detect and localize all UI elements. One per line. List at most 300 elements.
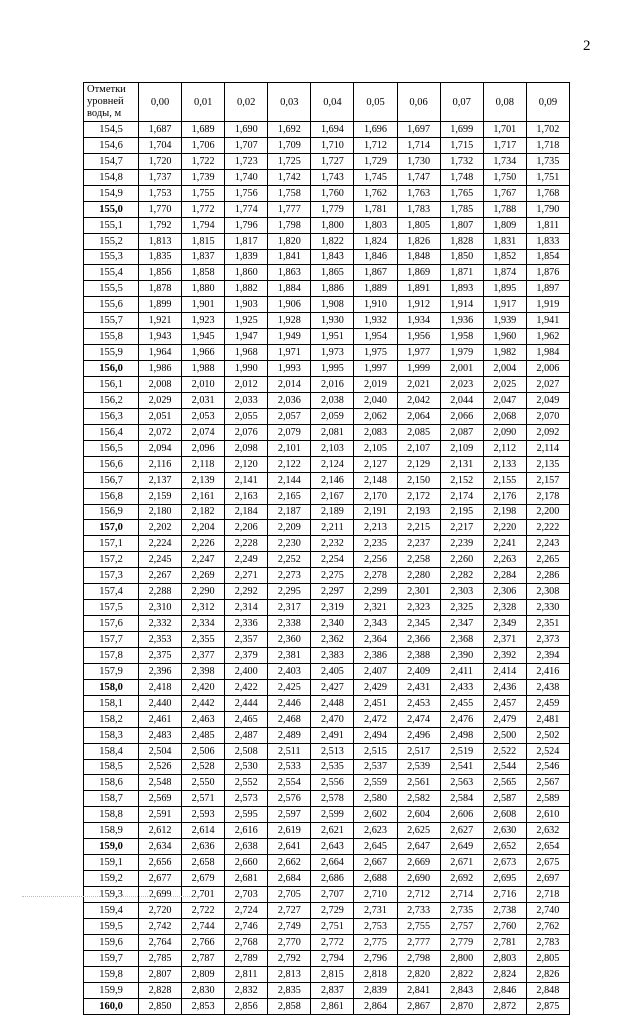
value-cell: 2,286: [526, 568, 569, 584]
value-cell: 2,336: [225, 616, 268, 632]
value-cell: 2,371: [483, 632, 526, 648]
value-cell: 2,265: [526, 552, 569, 568]
value-cell: 1,843: [311, 249, 354, 265]
value-cell: 2,692: [440, 871, 483, 887]
value-cell: 2,690: [397, 871, 440, 887]
value-cell: 1,995: [311, 361, 354, 377]
value-cell: 2,608: [483, 807, 526, 823]
value-cell: 2,809: [182, 966, 225, 982]
value-cell: 1,960: [483, 329, 526, 345]
value-cell: 1,990: [225, 361, 268, 377]
value-cell: 1,914: [440, 297, 483, 313]
value-cell: 2,023: [440, 377, 483, 393]
value-cell: 1,727: [311, 153, 354, 169]
value-cell: 2,567: [526, 775, 569, 791]
value-cell: 2,589: [526, 791, 569, 807]
value-cell: 1,943: [139, 329, 182, 345]
table-row: [84, 695, 570, 711]
value-cell: 2,228: [225, 536, 268, 552]
level-cell: 159,7: [84, 950, 139, 966]
value-cell: 2,563: [440, 775, 483, 791]
value-cell: 2,796: [354, 950, 397, 966]
value-cell: 2,220: [483, 520, 526, 536]
level-cell: 157,4: [84, 584, 139, 600]
value-cell: 2,762: [526, 918, 569, 934]
scan-edge-divider: [22, 896, 202, 897]
value-cell: 2,092: [526, 424, 569, 440]
value-cell: 2,455: [440, 695, 483, 711]
value-cell: 2,789: [225, 950, 268, 966]
value-cell: 2,427: [311, 679, 354, 695]
value-cell: 2,522: [483, 743, 526, 759]
value-cell: 1,730: [397, 153, 440, 169]
value-cell: 1,756: [225, 185, 268, 201]
value-cell: 1,982: [483, 345, 526, 361]
table-row: [84, 584, 570, 600]
value-cell: 2,044: [440, 392, 483, 408]
value-cell: 2,282: [440, 568, 483, 584]
value-cell: 2,405: [311, 663, 354, 679]
level-cell: 158,9: [84, 823, 139, 839]
value-cell: 2,832: [225, 982, 268, 998]
value-cell: 1,846: [354, 249, 397, 265]
value-cell: 1,763: [397, 185, 440, 201]
value-cell: 2,098: [225, 440, 268, 456]
value-cell: 1,984: [526, 345, 569, 361]
value-cell: 2,502: [526, 727, 569, 743]
level-cell: 159,1: [84, 855, 139, 871]
level-cell: 158,7: [84, 791, 139, 807]
value-cell: 2,727: [268, 902, 311, 918]
value-cell: 1,884: [268, 281, 311, 297]
value-cell: 2,323: [397, 600, 440, 616]
value-cell: 2,180: [139, 504, 182, 520]
value-cell: 2,677: [139, 871, 182, 887]
table-row: [84, 982, 570, 998]
value-cell: 1,941: [526, 313, 569, 329]
value-cell: 1,903: [225, 297, 268, 313]
value-cell: 2,081: [311, 424, 354, 440]
value-cell: 2,638: [225, 839, 268, 855]
value-cell: 2,623: [354, 823, 397, 839]
value-cell: 2,345: [397, 616, 440, 632]
value-cell: 2,828: [139, 982, 182, 998]
value-cell: 2,681: [225, 871, 268, 887]
value-cell: 1,796: [225, 217, 268, 233]
value-cell: 2,159: [139, 488, 182, 504]
table-row: [84, 679, 570, 695]
value-cell: 2,632: [526, 823, 569, 839]
value-cell: 2,684: [268, 871, 311, 887]
value-cell: 2,548: [139, 775, 182, 791]
value-cell: 2,025: [483, 377, 526, 393]
value-cell: 2,718: [526, 887, 569, 903]
value-cell: 2,133: [483, 456, 526, 472]
value-cell: 2,824: [483, 966, 526, 982]
value-cell: 1,697: [397, 122, 440, 138]
value-cell: 2,781: [483, 934, 526, 950]
value-cell: 2,517: [397, 743, 440, 759]
value-cell: 2,436: [483, 679, 526, 695]
value-cell: 2,463: [182, 711, 225, 727]
level-cell: 158,3: [84, 727, 139, 743]
value-cell: 2,544: [483, 759, 526, 775]
value-cell: 2,481: [526, 711, 569, 727]
level-cell: 154,9: [84, 185, 139, 201]
value-cell: 2,580: [354, 791, 397, 807]
value-cell: 1,734: [483, 153, 526, 169]
value-cell: 2,621: [311, 823, 354, 839]
value-cell: 2,263: [483, 552, 526, 568]
value-cell: 2,760: [483, 918, 526, 934]
value-cell: 1,964: [139, 345, 182, 361]
table-row: [84, 201, 570, 217]
value-cell: 1,912: [397, 297, 440, 313]
table-row: [84, 711, 570, 727]
value-cell: 2,068: [483, 408, 526, 424]
value-cell: 1,891: [397, 281, 440, 297]
value-cell: 1,908: [311, 297, 354, 313]
value-cell: 2,643: [311, 839, 354, 855]
value-cell: 2,343: [354, 616, 397, 632]
value-cell: 2,438: [526, 679, 569, 695]
value-cell: 2,625: [397, 823, 440, 839]
value-cell: 2,422: [225, 679, 268, 695]
value-cell: 2,552: [225, 775, 268, 791]
column-header: 0,09: [526, 83, 569, 122]
value-cell: 1,737: [139, 169, 182, 185]
value-cell: 2,856: [225, 998, 268, 1014]
value-cell: 2,587: [483, 791, 526, 807]
value-cell: 2,446: [268, 695, 311, 711]
level-cell: 156,0: [84, 361, 139, 377]
value-cell: 1,901: [182, 297, 225, 313]
value-cell: 2,122: [268, 456, 311, 472]
value-cell: 1,897: [526, 281, 569, 297]
value-cell: 2,733: [397, 902, 440, 918]
value-cell: 1,930: [311, 313, 354, 329]
value-cell: 2,124: [311, 456, 354, 472]
value-cell: 2,474: [397, 711, 440, 727]
value-cell: 2,409: [397, 663, 440, 679]
value-cell: 2,292: [225, 584, 268, 600]
value-cell: 2,649: [440, 839, 483, 855]
value-cell: 2,703: [225, 887, 268, 903]
level-cell: 157,6: [84, 616, 139, 632]
value-cell: 1,949: [268, 329, 311, 345]
value-cell: 2,530: [225, 759, 268, 775]
value-cell: 2,669: [397, 855, 440, 871]
value-cell: 2,249: [225, 552, 268, 568]
table-row: [84, 345, 570, 361]
value-cell: 2,686: [311, 871, 354, 887]
level-cell: 155,1: [84, 217, 139, 233]
value-cell: 2,267: [139, 568, 182, 584]
level-cell: 154,6: [84, 137, 139, 153]
table-row: [84, 249, 570, 265]
value-cell: 1,858: [182, 265, 225, 281]
value-cell: 1,805: [397, 217, 440, 233]
value-cell: 2,107: [397, 440, 440, 456]
value-cell: 1,772: [182, 201, 225, 217]
level-cell: 154,7: [84, 153, 139, 169]
value-cell: 2,118: [182, 456, 225, 472]
level-cell: 158,6: [84, 775, 139, 791]
value-cell: 2,217: [440, 520, 483, 536]
value-cell: 2,321: [354, 600, 397, 616]
value-cell: 2,627: [440, 823, 483, 839]
value-cell: 1,690: [225, 122, 268, 138]
table-row: [84, 313, 570, 329]
value-cell: 2,740: [526, 902, 569, 918]
value-cell: 2,312: [182, 600, 225, 616]
value-cell: 2,695: [483, 871, 526, 887]
value-cell: 2,433: [440, 679, 483, 695]
value-cell: 2,271: [225, 568, 268, 584]
table-row: [84, 217, 570, 233]
value-cell: 2,006: [526, 361, 569, 377]
value-cell: 2,103: [311, 440, 354, 456]
value-cell: 2,500: [483, 727, 526, 743]
value-cell: 2,184: [225, 504, 268, 520]
table-row: [84, 536, 570, 552]
value-cell: 2,381: [268, 647, 311, 663]
value-cell: 2,654: [526, 839, 569, 855]
value-cell: 2,742: [139, 918, 182, 934]
value-cell: 2,448: [311, 695, 354, 711]
value-cell: 1,954: [354, 329, 397, 345]
value-cell: 2,489: [268, 727, 311, 743]
value-cell: 1,753: [139, 185, 182, 201]
value-cell: 2,258: [397, 552, 440, 568]
value-cell: 1,803: [354, 217, 397, 233]
value-cell: 2,237: [397, 536, 440, 552]
level-cell: 158,1: [84, 695, 139, 711]
value-cell: 2,418: [139, 679, 182, 695]
level-cell: 156,5: [84, 440, 139, 456]
value-cell: 2,519: [440, 743, 483, 759]
value-cell: 2,325: [440, 600, 483, 616]
value-cell: 2,764: [139, 934, 182, 950]
value-cell: 2,297: [311, 584, 354, 600]
level-cell: 157,9: [84, 663, 139, 679]
value-cell: 2,513: [311, 743, 354, 759]
table-row: [84, 552, 570, 568]
value-cell: 2,595: [225, 807, 268, 823]
value-cell: 2,465: [225, 711, 268, 727]
value-cell: 2,461: [139, 711, 182, 727]
value-cell: 2,202: [139, 520, 182, 536]
value-cell: 1,748: [440, 169, 483, 185]
table-row: [84, 998, 570, 1014]
value-cell: 2,189: [311, 504, 354, 520]
value-cell: 1,835: [139, 249, 182, 265]
value-cell: 2,506: [182, 743, 225, 759]
column-header: 0,01: [182, 83, 225, 122]
value-cell: 2,541: [440, 759, 483, 775]
value-cell: 1,863: [268, 265, 311, 281]
table-row: [84, 488, 570, 504]
value-cell: 2,349: [483, 616, 526, 632]
value-cell: 2,062: [354, 408, 397, 424]
value-cell: 2,038: [311, 392, 354, 408]
value-cell: 2,565: [483, 775, 526, 791]
value-cell: 2,368: [440, 632, 483, 648]
value-cell: 2,561: [397, 775, 440, 791]
value-cell: 1,895: [483, 281, 526, 297]
value-cell: 2,604: [397, 807, 440, 823]
value-cell: 2,647: [397, 839, 440, 855]
value-cell: 2,090: [483, 424, 526, 440]
value-cell: 1,781: [354, 201, 397, 217]
page-number: 2: [583, 38, 591, 54]
table-row: [84, 472, 570, 488]
value-cell: 2,112: [483, 440, 526, 456]
value-cell: 2,076: [225, 424, 268, 440]
value-cell: 2,083: [354, 424, 397, 440]
value-cell: 2,366: [397, 632, 440, 648]
value-cell: 1,947: [225, 329, 268, 345]
table-row: [84, 568, 570, 584]
value-cell: 2,612: [139, 823, 182, 839]
value-cell: 2,546: [526, 759, 569, 775]
value-cell: 2,867: [397, 998, 440, 1014]
value-cell: 2,310: [139, 600, 182, 616]
value-cell: 1,874: [483, 265, 526, 281]
value-cell: 2,235: [354, 536, 397, 552]
value-cell: 1,742: [268, 169, 311, 185]
table-row: [84, 759, 570, 775]
value-cell: 1,740: [225, 169, 268, 185]
value-cell: 2,858: [268, 998, 311, 1014]
column-header: 0,07: [440, 83, 483, 122]
value-cell: 2,768: [225, 934, 268, 950]
value-cell: 1,936: [440, 313, 483, 329]
value-cell: 2,578: [311, 791, 354, 807]
value-cell: 2,872: [483, 998, 526, 1014]
value-cell: 1,717: [483, 137, 526, 153]
value-cell: 2,198: [483, 504, 526, 520]
value-cell: 2,074: [182, 424, 225, 440]
value-cell: 1,854: [526, 249, 569, 265]
value-cell: 2,332: [139, 616, 182, 632]
level-cell: 154,5: [84, 122, 139, 138]
value-cell: 2,040: [354, 392, 397, 408]
value-cell: 2,652: [483, 839, 526, 855]
value-cell: 2,701: [182, 887, 225, 903]
value-cell: 1,986: [139, 361, 182, 377]
value-cell: 1,768: [526, 185, 569, 201]
value-cell: 1,871: [440, 265, 483, 281]
level-cell: 157,7: [84, 632, 139, 648]
value-cell: 1,722: [182, 153, 225, 169]
value-cell: 2,351: [526, 616, 569, 632]
value-cell: 2,494: [354, 727, 397, 743]
value-cell: 2,772: [311, 934, 354, 950]
value-cell: 2,165: [268, 488, 311, 504]
value-cell: 2,290: [182, 584, 225, 600]
value-cell: 2,051: [139, 408, 182, 424]
value-cell: 2,794: [311, 950, 354, 966]
value-cell: 2,295: [268, 584, 311, 600]
column-header: 0,05: [354, 83, 397, 122]
value-cell: 1,979: [440, 345, 483, 361]
value-cell: 2,785: [139, 950, 182, 966]
level-cell: 159,9: [84, 982, 139, 998]
value-cell: 2,008: [139, 377, 182, 393]
value-cell: 2,155: [483, 472, 526, 488]
value-cell: 1,750: [483, 169, 526, 185]
value-cell: 1,848: [397, 249, 440, 265]
value-cell: 2,195: [440, 504, 483, 520]
table-row: [84, 887, 570, 903]
table-row: [84, 504, 570, 520]
value-cell: 2,137: [139, 472, 182, 488]
value-cell: 2,377: [182, 647, 225, 663]
value-cell: 2,167: [311, 488, 354, 504]
value-cell: 2,383: [311, 647, 354, 663]
water-level-table: [83, 82, 570, 1015]
value-cell: 2,273: [268, 568, 311, 584]
value-cell: 2,288: [139, 584, 182, 600]
value-cell: 2,120: [225, 456, 268, 472]
table-row: [84, 361, 570, 377]
value-cell: 2,362: [311, 632, 354, 648]
value-cell: 1,704: [139, 137, 182, 153]
value-cell: 1,966: [182, 345, 225, 361]
table-row: [84, 775, 570, 791]
value-cell: 2,554: [268, 775, 311, 791]
value-cell: 2,047: [483, 392, 526, 408]
level-cell: 158,4: [84, 743, 139, 759]
value-cell: 2,679: [182, 871, 225, 887]
table-row: [84, 169, 570, 185]
value-cell: 1,817: [225, 233, 268, 249]
value-cell: 1,826: [397, 233, 440, 249]
value-cell: 1,925: [225, 313, 268, 329]
level-cell: 158,0: [84, 679, 139, 695]
value-cell: 2,425: [268, 679, 311, 695]
value-cell: 2,016: [311, 377, 354, 393]
value-cell: 2,085: [397, 424, 440, 440]
value-cell: 2,129: [397, 456, 440, 472]
level-cell: 155,2: [84, 233, 139, 249]
value-cell: 2,416: [526, 663, 569, 679]
value-cell: 2,476: [440, 711, 483, 727]
value-cell: 1,765: [440, 185, 483, 201]
value-cell: 1,867: [354, 265, 397, 281]
table-row: [84, 265, 570, 281]
value-cell: 2,174: [440, 488, 483, 504]
value-cell: 2,707: [311, 887, 354, 903]
column-header: 0,03: [268, 83, 311, 122]
value-cell: 2,837: [311, 982, 354, 998]
level-cell: 154,8: [84, 169, 139, 185]
value-cell: 1,755: [182, 185, 225, 201]
table-row: [84, 950, 570, 966]
value-cell: 2,453: [397, 695, 440, 711]
value-cell: 2,355: [182, 632, 225, 648]
value-cell: 2,835: [268, 982, 311, 998]
value-cell: 2,087: [440, 424, 483, 440]
value-cell: 2,660: [225, 855, 268, 871]
value-cell: 2,511: [268, 743, 311, 759]
value-cell: 2,243: [526, 536, 569, 552]
value-cell: 2,390: [440, 647, 483, 663]
value-cell: 1,809: [483, 217, 526, 233]
value-cell: 2,193: [397, 504, 440, 520]
value-cell: 2,749: [268, 918, 311, 934]
